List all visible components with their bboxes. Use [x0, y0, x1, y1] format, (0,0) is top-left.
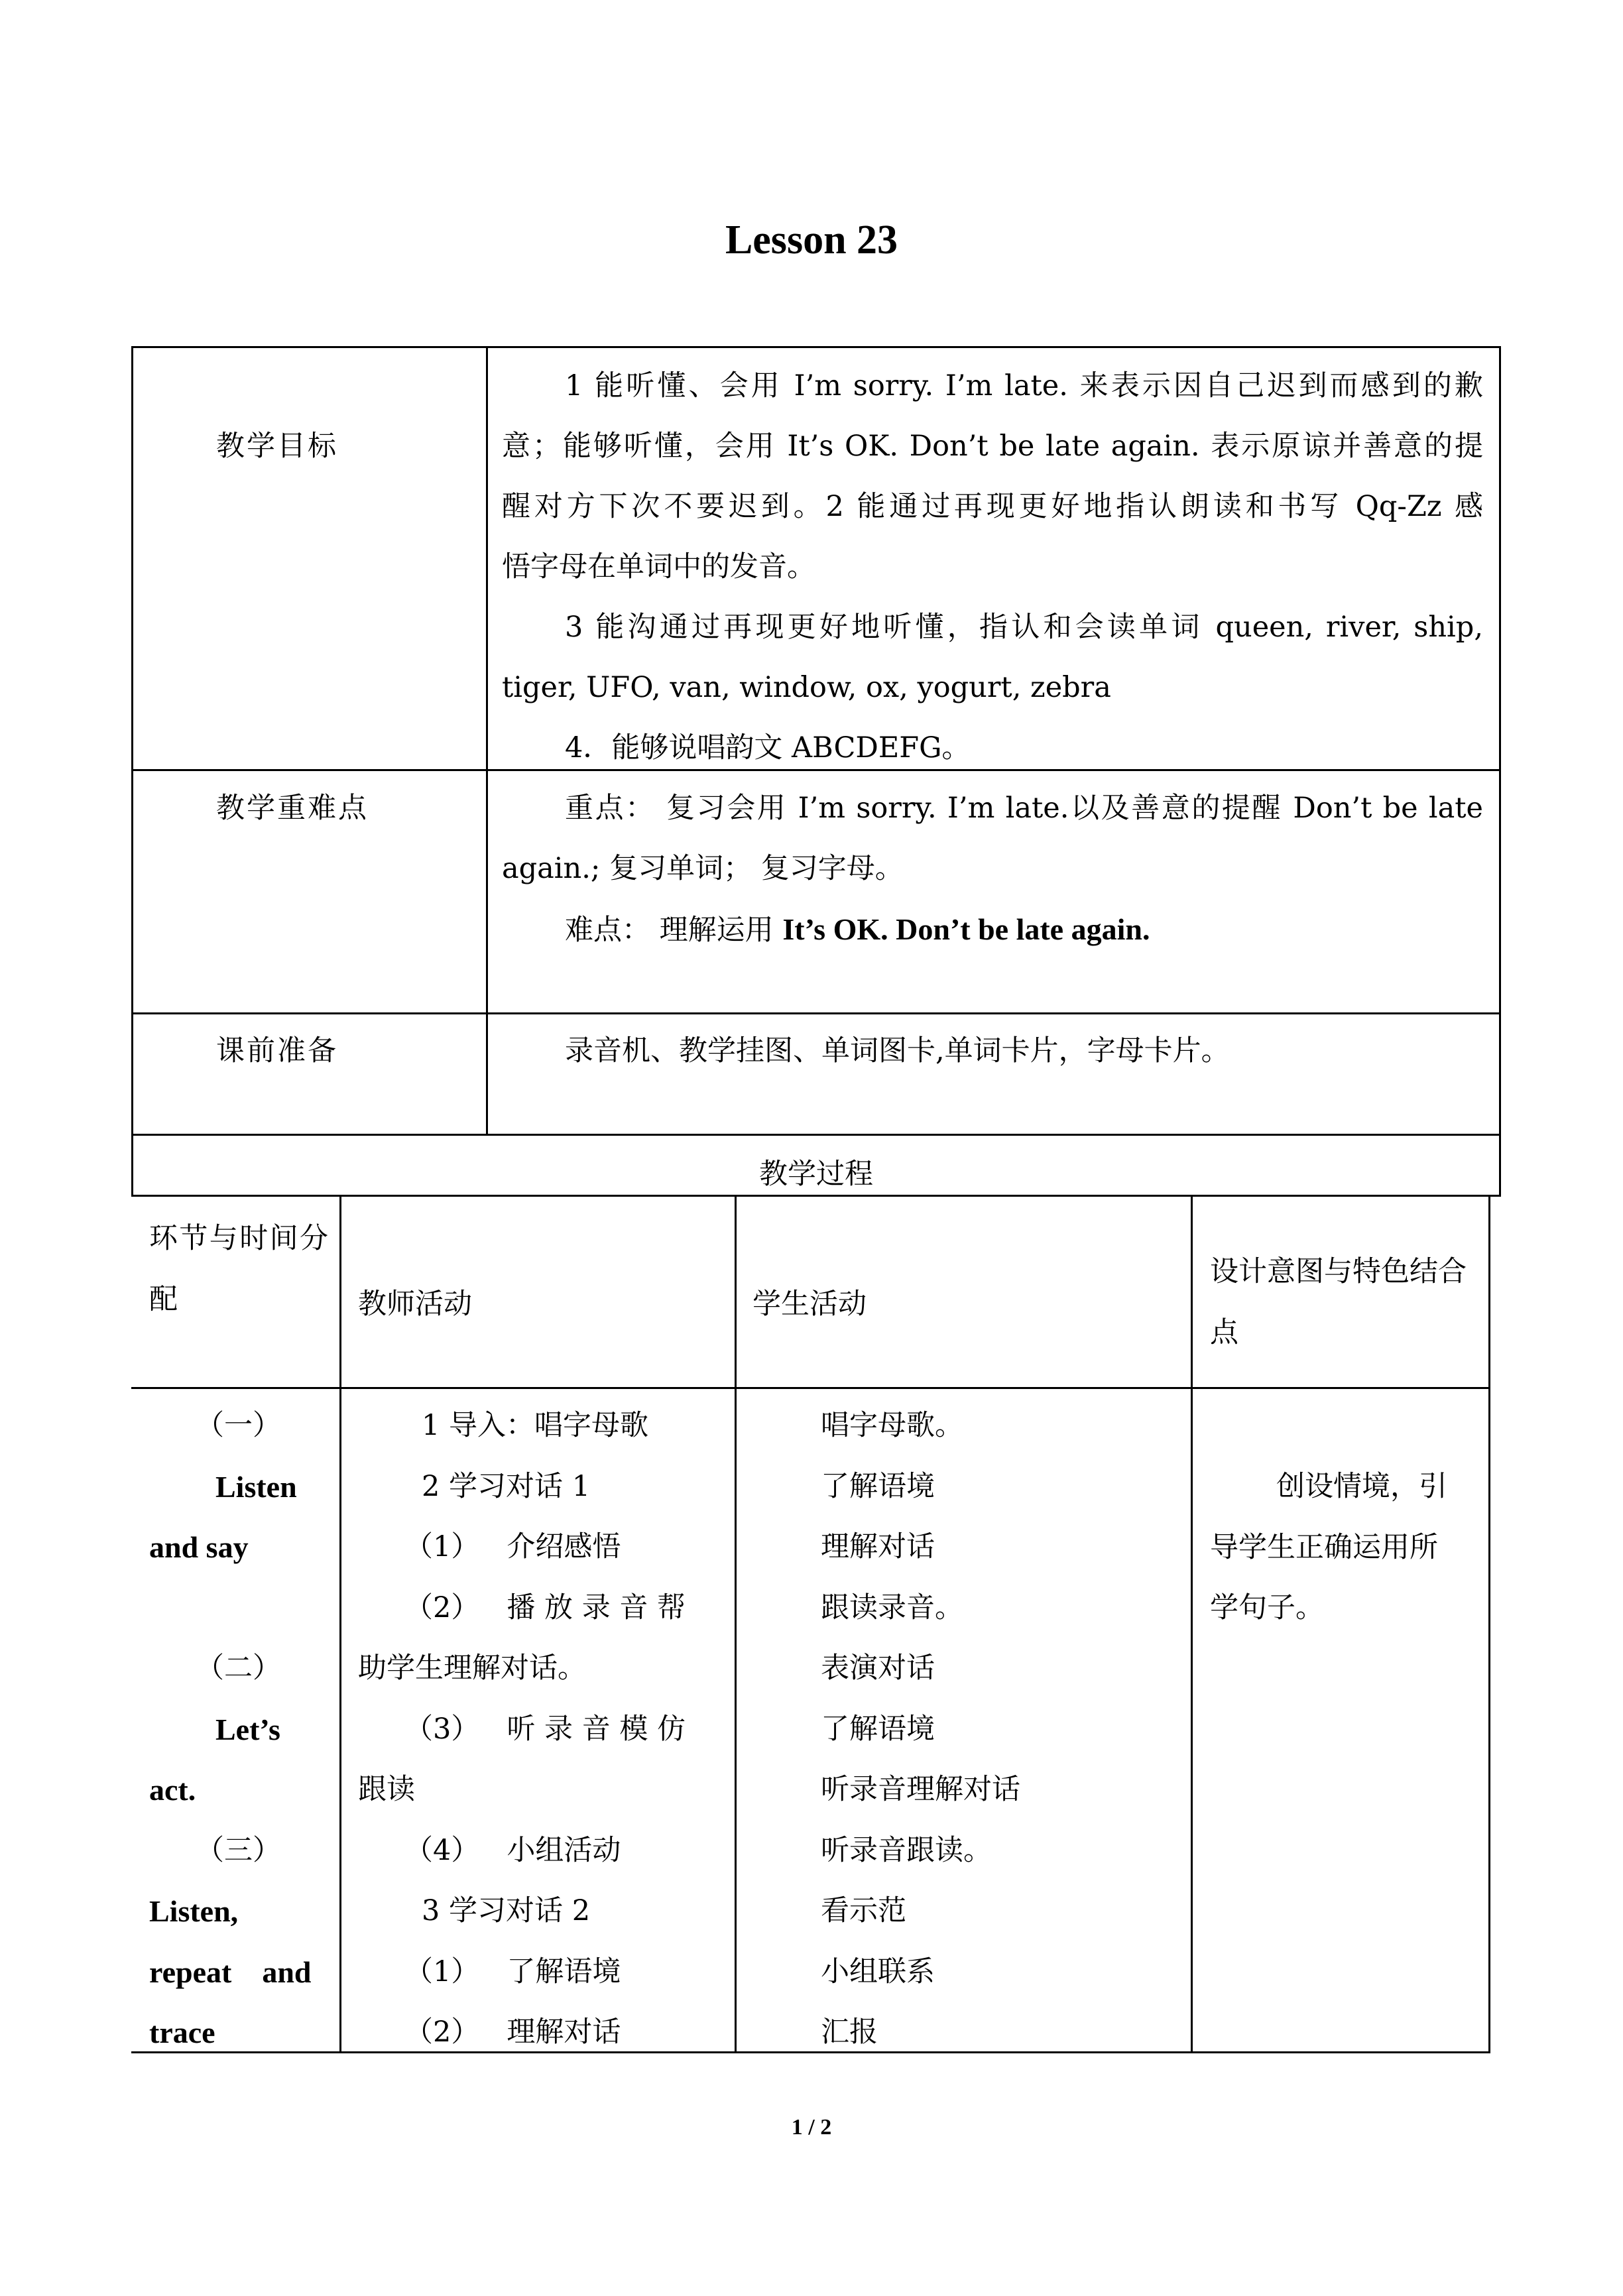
teacher-line: 助学生理解对话。: [358, 1652, 586, 1685]
teacher-line: 1 导入：唱字母歌: [422, 1409, 649, 1442]
table-row-divider: [131, 1387, 1490, 1389]
teacher-line: 跟读: [358, 1773, 415, 1806]
table-row-divider: [131, 1134, 1501, 1136]
stage-column: [149, 1396, 328, 2063]
table-row-divider: [131, 1012, 1501, 1014]
design-intent-column: [1210, 1457, 1482, 1639]
table-column-divider: [1191, 1195, 1193, 2053]
key-points-content: [502, 778, 1483, 961]
difficulty-prefix: 难点： 理解运用: [565, 914, 783, 947]
stage-line: [149, 1578, 328, 1639]
design-line: 创设情境，引: [1276, 1470, 1447, 1503]
preparation-text: 录音机、教学挂图、单词图卡,单词卡片，字母卡片。: [565, 1034, 1230, 1067]
student-activity-column: [821, 1396, 1179, 2063]
student-line: 理解对话: [821, 1530, 935, 1563]
column-header-design: [1210, 1241, 1482, 1363]
preparation-content: [502, 1021, 1483, 1081]
teacher-line: （2） 理解对话: [404, 2016, 621, 2049]
student-line: 看示范: [821, 1894, 906, 1927]
student-line: 汇报: [821, 2016, 878, 2049]
objectives-label: 教学目标: [216, 430, 338, 463]
teacher-activity-column: [358, 1396, 721, 2063]
objectives-line: 醒对方下次不要迟到。2 能通过再现更好地指认朗读和书写 Qq-Zz 感: [502, 490, 1483, 523]
student-line: 小组联系: [821, 1955, 935, 1988]
table-column-divider: [486, 346, 488, 1136]
stage-line: repeat and: [149, 1955, 312, 1989]
stage-line: Listen: [215, 1469, 297, 1504]
key-point-line: again.; 复习单词； 复习字母。: [502, 852, 904, 885]
key-points-label: 教学重难点: [216, 792, 369, 825]
teacher-line: （1） 了解语境: [404, 1955, 621, 1988]
stage-line: （三）: [196, 1833, 281, 1867]
stage-line: （二）: [196, 1652, 281, 1685]
preparation-label: 课前准备: [216, 1034, 338, 1067]
stage-line: act.: [149, 1773, 196, 1807]
column-header-teacher: 教师活动: [358, 1288, 472, 1321]
table-border-right: [1499, 346, 1501, 1197]
difficulty-line: [502, 899, 1483, 961]
key-point-line: 重点： 复习会用 I’m sorry. I’m late.以及善意的提醒 Don’t be late: [565, 792, 1483, 825]
table-border-right: [1488, 1195, 1490, 2053]
stage-line: （一）: [196, 1409, 281, 1442]
objectives-line: 意；能够听懂，会用 It’s OK. Don’t be late again. 表示原谅并善意的提: [502, 430, 1483, 463]
stage-line: Let’s: [215, 1712, 280, 1746]
lesson-title: Lesson 23: [725, 217, 898, 263]
table-column-divider: [339, 1195, 341, 2053]
table-border-bottom: [131, 2051, 1490, 2053]
stage-line: Listen,: [149, 1894, 239, 1928]
objectives-content: [502, 356, 1483, 778]
column-header-design-text: 设计意图与特色结合点: [1210, 1255, 1467, 1349]
page-number: 1 / 2: [791, 2115, 832, 2140]
table-border-top: [131, 346, 1501, 348]
objectives-line: 3 能沟通过再现更好地听懂，指认和会读单词 queen, river, ship,: [565, 611, 1483, 644]
design-line: 导学生正确运用所: [1210, 1530, 1438, 1564]
column-header-stage: [149, 1208, 328, 1330]
teacher-line: （3） 听 录 音 模 仿: [404, 1712, 686, 1746]
stage-line: trace: [149, 2016, 215, 2049]
student-line: 听录音理解对话: [821, 1773, 1020, 1806]
table-border-left: [131, 346, 133, 1197]
objectives-line: 悟字母在单词中的发音。: [502, 550, 815, 583]
student-line: 了解语境: [821, 1469, 935, 1503]
teacher-line: （4） 小组活动: [404, 1833, 621, 1867]
design-line: 学句子。: [1210, 1591, 1324, 1624]
teacher-line: （1） 介绍感悟: [404, 1530, 621, 1563]
process-header: 教学过程: [759, 1158, 873, 1191]
student-line: 唱字母歌。: [821, 1409, 963, 1442]
column-header-student: 学生活动: [752, 1288, 867, 1321]
column-header-stage-text: 环节与时间分配: [149, 1222, 328, 1316]
teacher-line: （2） 播 放 录 音 帮: [404, 1591, 686, 1624]
table-column-divider: [735, 1195, 737, 2053]
objectives-line: tiger, UFO, van, window, ox, yogurt, zebra: [502, 671, 1111, 704]
stage-line: and say: [149, 1530, 249, 1564]
objectives-line: 1 能听懂、会用 I’m sorry. I’m late. 来表示因自己迟到而感到的歉: [565, 369, 1483, 402]
difficulty-emphasis: It’s OK. Don’t be late again.: [782, 912, 1150, 946]
student-line: 跟读录音。: [821, 1591, 963, 1624]
student-line: 听录音跟读。: [821, 1833, 992, 1867]
student-line: 表演对话: [821, 1652, 935, 1685]
student-line: 了解语境: [821, 1712, 935, 1746]
teacher-line: 3 学习对话 2: [422, 1894, 591, 1927]
objectives-line: 4．能够说唱韵文 ABCDEFG。: [565, 731, 971, 764]
teacher-line: 2 学习对话 1: [422, 1469, 591, 1503]
